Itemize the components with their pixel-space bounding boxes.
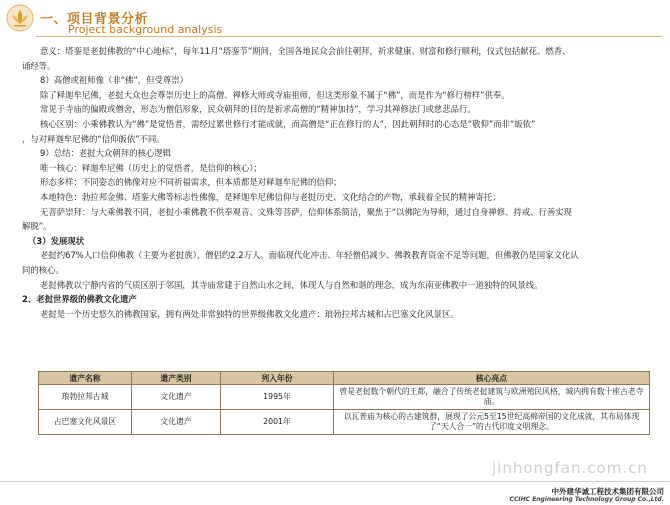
watermark: jinhongfan.com.cn: [492, 459, 648, 477]
cell-year: 2001年: [221, 410, 334, 435]
paragraph-meaning-cont: 诵经等。: [22, 60, 56, 71]
header-category: 遗产类别: [132, 372, 221, 385]
section2-text: 老挝是一个历史悠久的佛教国家，拥有两处非常独特的世界级佛教文化遗产：琅勃拉邦古城和占巴塞文化风景区。: [40, 308, 459, 319]
section3-text-a: 老挝约67%人口信仰佛教（主要为老挝族），僧侣约2.2万人。面临现代化冲击、年轻僧侣减少、佛教教育资金不足等问题，但佛教仍是国家文化认: [40, 250, 579, 261]
header-highlight: 核心亮点: [334, 372, 650, 385]
table-row: [39, 385, 650, 410]
section-title: 一、项目背景分析: [40, 12, 149, 27]
item9-text-c: 本地特色：勃拉邦金佛、塔銮大佛等标志性佛像，是释迦牟尼佛信仰与老挝历史、文化结合的产物，承载着全民的精神寄托；: [40, 191, 501, 202]
cell-highlight: 曾是老挝数个朝代的王都，融合了传统老挝建筑与欧洲殖民风格，城内拥有数十座古老寺庙。: [334, 385, 650, 410]
cell-year: 1995年: [221, 385, 334, 410]
item9-text-b: 形态多样：不同姿态的佛像对应不同祈福需求，但本质都是对释迦牟尼佛的信仰；: [40, 177, 342, 188]
content-body: [22, 44, 650, 321]
item9-text-e: 解脱”。: [22, 221, 52, 232]
core-difference-text: 核心区别：小乘佛教认为“佛”是觉悟者，需经过累世修行才能成就，而高僧是“正在修行的人”，因此朝拜时的心态是“敬仰”而非“皈依”: [40, 118, 536, 129]
item8-text-b: 常见于寺庙的偏殿或僧舍，形态为僧侣形象，民众朝拜的目的是祈求高僧的“精神加持”，学习其禅修法门或慈悲品行。: [40, 104, 476, 115]
page-header: [0, 0, 670, 42]
table-row: [39, 410, 650, 435]
cell-category: 文化遗产: [132, 385, 221, 410]
item8-text-a: 除了释迦牟尼佛，老挝大众也会尊崇历史上的高僧、禅修大师或寺庙祖师，但这类形象不属于“佛”，而是作为“修行榜样”供奉。: [40, 89, 510, 100]
section2-heading: 2、老挝世界级的佛教文化遗产: [22, 294, 137, 305]
footer-divider: [0, 481, 670, 482]
cell-name: 琅勃拉邦古城: [39, 385, 132, 410]
header-divider: [36, 36, 662, 37]
header-name: 遗产名称: [39, 372, 132, 385]
heritage-table-wrap: [38, 371, 650, 435]
lotus-logo-icon: [6, 4, 34, 32]
cell-category: 文化遗产: [132, 410, 221, 435]
cell-highlight: 以瓦普庙为核心的古建筑群，展现了公元5至15世纪高棉帝国的文化成就，其布局体现了“天人合一”的古代印度文明理念。: [334, 410, 650, 435]
company-name: 中外建华诚工程技术集团有限公司: [551, 487, 664, 496]
item8-heading: 8）高僧或祖师像（非“佛”，但受尊崇）: [40, 75, 189, 86]
section-subtitle: Project background analysis: [68, 23, 223, 36]
item9-text-d: 无菩萨崇拜：与大乘佛教不同，老挝小乘佛教不供奉观音、文殊等菩萨，信仰体系简洁，聚焦于“以佛陀为导师，通过自身禅修、持戒、行善实现: [40, 206, 572, 217]
section3-text-b: 同的核心。: [22, 264, 64, 275]
heritage-table: [38, 371, 650, 435]
core-difference-cont: ，与对释迦牟尼佛的“信仰皈依”不同。: [22, 133, 165, 144]
item9-heading: 9）总结：老挝大众朝拜的核心逻辑: [40, 148, 171, 159]
table-header-row: [39, 372, 650, 385]
item9-text-a: 唯一核心：释迦牟尼佛（历史上的觉悟者，是信仰的核心）；: [40, 162, 262, 173]
section3-text-c: 老挝佛教以宁静内省的气质区别于邻国，其寺庙常建于自然山水之间，体现人与自然和谐的理念，成为东南亚佛教中一道独特的风景线。: [40, 279, 543, 290]
header-year: 列入年份: [221, 372, 334, 385]
cell-name: 占巴塞文化风景区: [39, 410, 132, 435]
section3-heading: （3）发展现状: [28, 235, 85, 246]
paragraph-meaning: 意义：塔銮是老挝佛教的“中心地标”，每年11月“塔銮节”期间，全国各地民众会前往朝拜，祈求健康、财富和修行顺利，仪式包括献花、燃香、: [40, 46, 571, 56]
company-name-en: CCIHC Engineering Technology Group Co.,Ltd.: [509, 496, 664, 503]
